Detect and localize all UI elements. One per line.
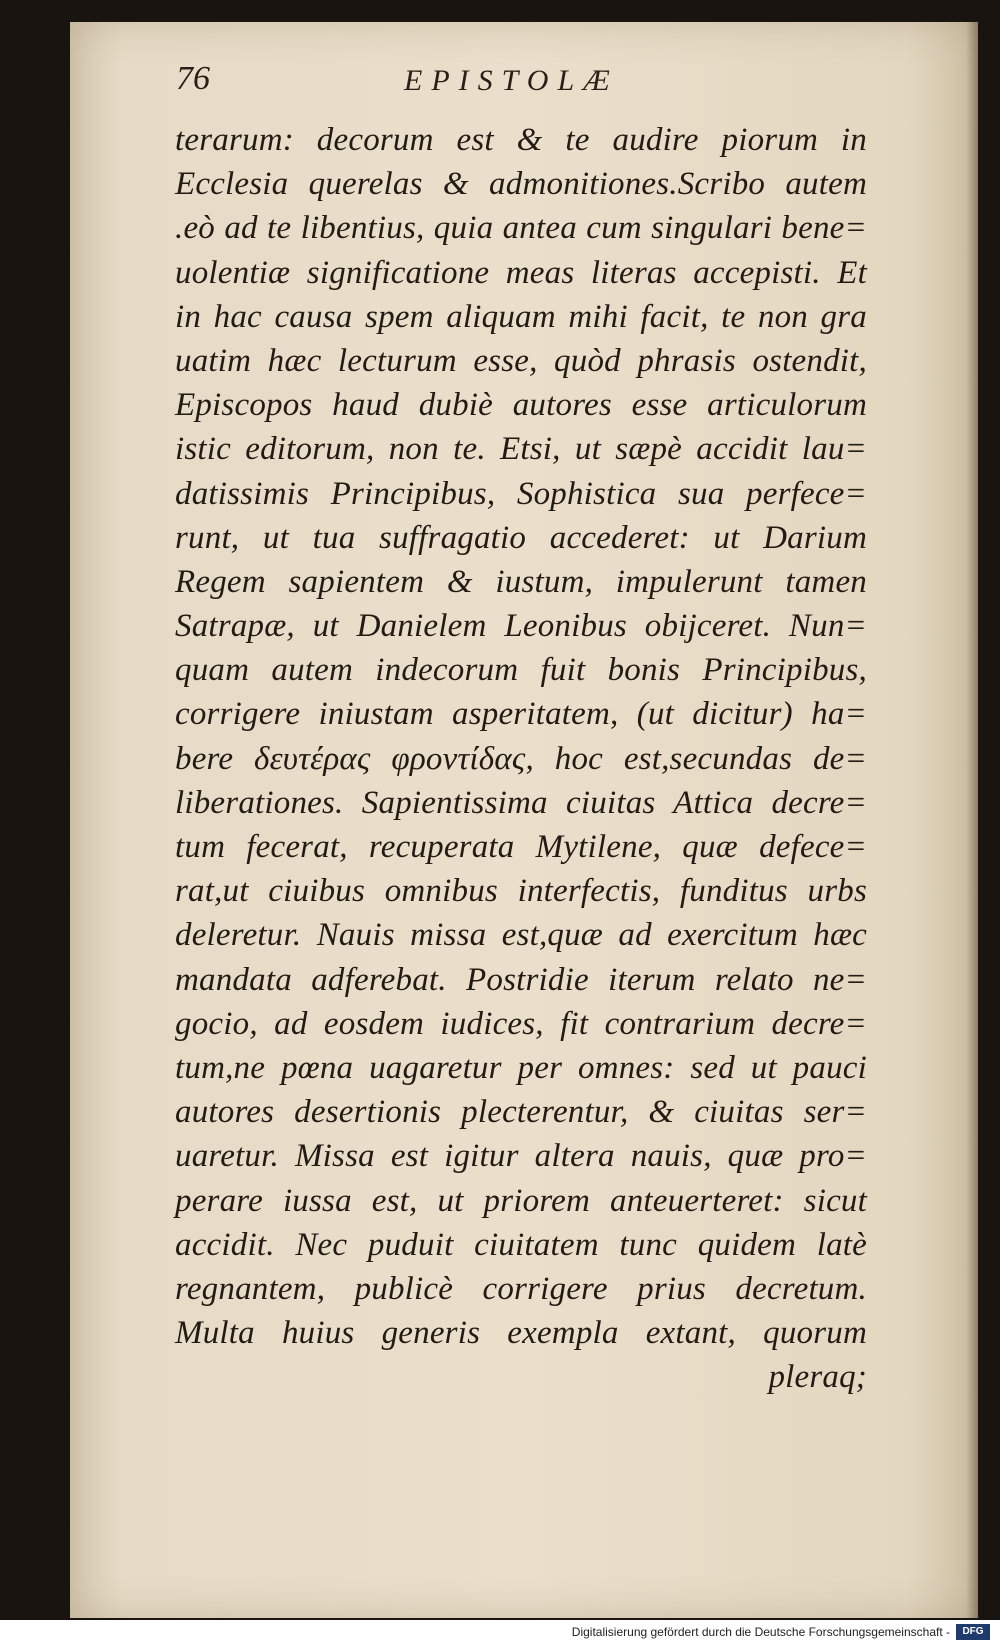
text-line: regnantem, publicè corrigere prius decretum. <box>175 1270 867 1307</box>
text-line: Episcopos haud dubiè autores esse articulorum <box>175 387 867 424</box>
text-line: istic editorum, non te. Etsi, ut sæpè accidit lau= <box>175 431 867 468</box>
text-line: quam autem indecorum fuit bonis Principibus, <box>175 652 867 689</box>
text-line: deleretur. Nauis missa est,quæ ad exercitum hæc <box>175 917 867 954</box>
text-line: mandata adferebat. Postridie iterum relato ne= <box>175 961 867 998</box>
running-head <box>176 60 876 110</box>
text-line: autores desertionis plecterentur, & ciuitas ser= <box>175 1094 867 1131</box>
text-line: uolentiæ significatione meas literas accepisti. Et <box>175 254 867 291</box>
text-line: liberationes. Sapientissima ciuitas Attica decre= <box>175 784 867 821</box>
text-line: Multa huius generis exempla extant, quorum <box>175 1315 867 1352</box>
footer-bar <box>0 1620 1000 1646</box>
text-line: tum,ne pœna uagaretur per omnes: sed ut pauci <box>175 1049 867 1086</box>
text-line: gocio, ad eosdem iudices, fit contrarium decre= <box>175 1005 867 1042</box>
text-line: uatim hæc lecturum esse, quòd phrasis ostendit, <box>175 342 867 379</box>
text-line: Ecclesia querelas & admonitiones.Scribo autem <box>175 166 867 203</box>
dfg-logo-icon: DFG <box>956 1624 990 1640</box>
catchword: pleraq; <box>768 1359 867 1396</box>
funding-credit: Digitalisierung gefördert durch die Deutsche Forschungsgemeinschaft - <box>571 1625 950 1639</box>
text-line: accidit. Nec puduit ciuitatem tunc quidem latè <box>175 1226 867 1263</box>
text-line: Satrapæ, ut Danielem Leonibus obijceret. Nun= <box>175 608 867 645</box>
running-title: EPISTOLÆ <box>404 64 619 97</box>
text-line: Regem sapientem & iustum, impulerunt tamen <box>175 563 867 600</box>
text-line: datissimis Principibus, Sophistica sua perfece= <box>175 475 867 512</box>
page-number: 76 <box>176 60 210 97</box>
text-line: tum fecerat, recuperata Mytilene, quæ defece= <box>175 829 867 865</box>
text-line: in hac causa spem aliquam mihi facit, te non gra <box>175 298 867 335</box>
text-line: terarum: decorum est & te audire piorum in <box>175 122 867 158</box>
text-line: perare iussa est, ut priorem anteuerteret: sicut <box>175 1182 867 1219</box>
text-line: rat,ut ciuibus omnibus interfectis, funditus urbs <box>175 873 867 910</box>
text-line: uaretur. Missa est igitur altera nauis, quæ pro= <box>175 1138 867 1175</box>
text-line: bere δευτέρας φροντίδας, hoc est,secundas de= <box>175 740 867 777</box>
text-line: corrigere iniustam asperitatem, (ut dicitur) ha= <box>175 696 867 733</box>
text-line: runt, ut tua suffragatio accederet: ut Darium <box>175 519 867 556</box>
text-body <box>175 118 867 1399</box>
page-edge-shadow <box>966 22 978 1618</box>
text-line: .eò ad te libentius, quia antea cum singulari bene= <box>175 210 867 247</box>
